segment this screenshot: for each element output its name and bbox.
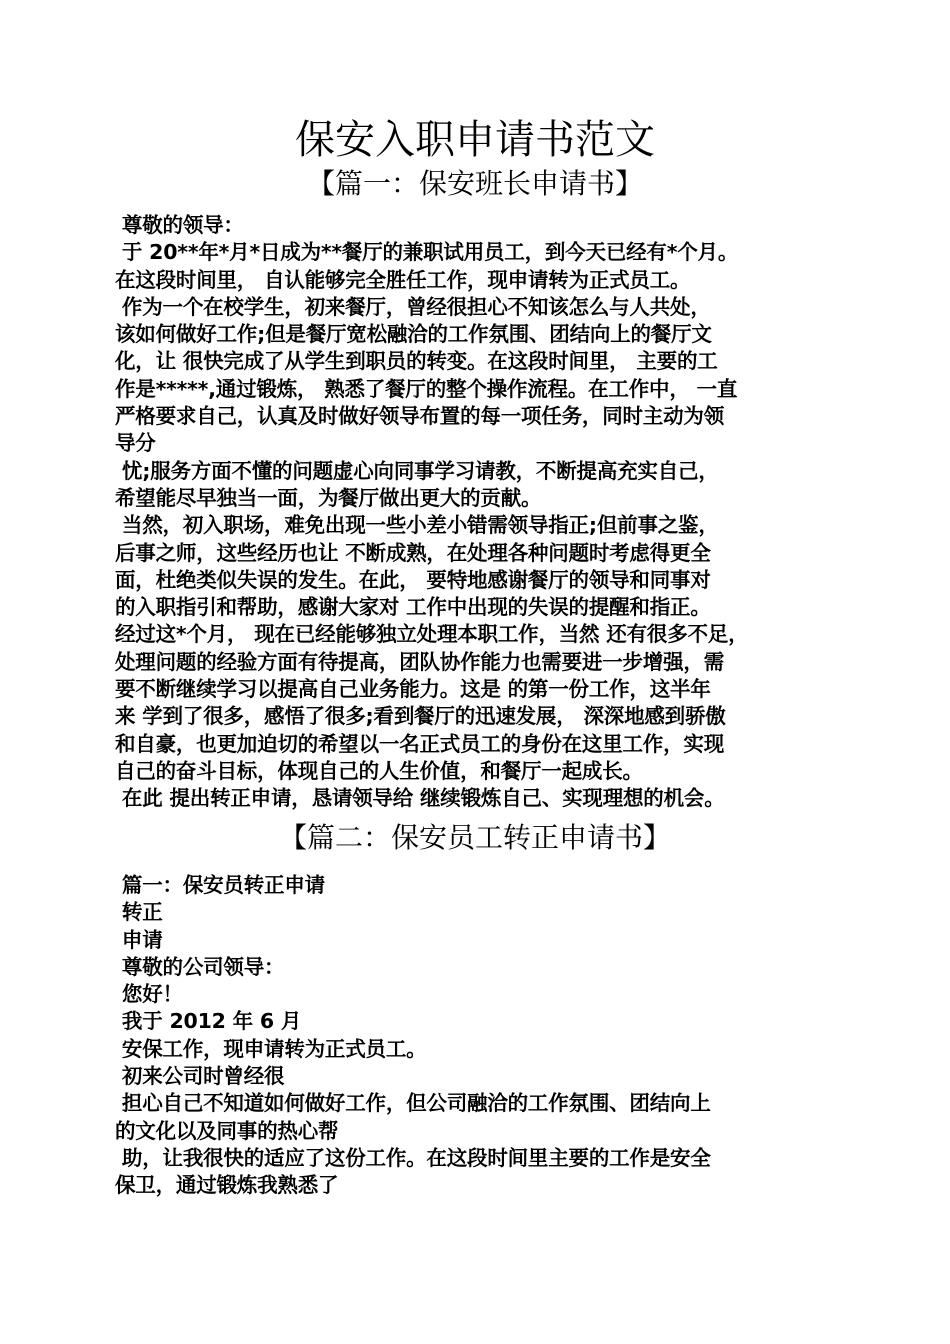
text-line: 在这段时间里， 自认能够完全胜任工作，现申请转为正式员工。: [115, 267, 691, 292]
text-line: 尊敬的领导：: [115, 213, 244, 237]
text-line: 导分: [115, 431, 156, 456]
text-line: 作为一个在校学生，初来餐厅，曾经很担心不知该怎么与人共处，: [115, 294, 711, 319]
section-1-body: [115, 212, 845, 813]
text-line: 申请: [115, 927, 163, 952]
text-line: 忧;服务方面不懂的问题虚心向同事学习请教，不断提高充实自己，: [115, 458, 719, 483]
text-line: 当然，初入职场，难免出现一些小差小错需领导指正;但前事之鉴，: [115, 513, 719, 538]
text-line: 化，让 很快完成了从学生到职员的转变。在这段时间里， 主要的工: [115, 349, 718, 374]
text-line: 来 学到了很多，感悟了很多;看到餐厅的迅速发展， 深深地感到骄傲: [115, 704, 726, 729]
text-line: 作是*****,通过锻炼， 熟悉了餐厅的整个操作流程。在工作中， 一直: [115, 376, 738, 401]
text-line: 要不断继续学习以提高自己业务能力。这是 的第一份工作，这半年: [115, 677, 711, 702]
text-line: 自己的奋斗目标，体现自己的人生价值，和餐厅一起成长。: [115, 758, 643, 783]
section-2-heading: 【篇二：保安员工转正申请书】: [278, 821, 671, 854]
text-line: 初来公司时曾经很: [115, 1064, 285, 1089]
text-line: 转正: [115, 900, 163, 925]
text-line: 面，杜绝类似失误的发生。在此， 要特地感谢餐厅的领导和同事对: [115, 567, 711, 592]
text-line: 安保工作，现申请转为正式员工。: [115, 1036, 427, 1061]
text-line: 严格要求自己，认真及时做好领导布置的每一项任务，同时主动为领: [115, 404, 724, 429]
text-line: 您好！: [115, 982, 183, 1007]
text-line: 我于 2012 年 6 月: [115, 1009, 302, 1034]
document-title: 保安入职申请书范文: [295, 117, 655, 163]
text-line: 于 20**年*月*日成为**餐厅的兼职试用员工，到今天已经有*个月。: [115, 240, 739, 265]
text-line: 经过这*个月， 现在已经能够独立处理本职工作，当然 还有很多不足，: [115, 622, 749, 647]
text-line: 处理问题的经验方面有待提高，团队协作能力也需要进一步增强，需: [115, 649, 724, 674]
section-1-heading: 【篇一：保安班长申请书】: [306, 167, 643, 200]
text-line: 该如何做好工作;但是餐厅宽松融洽的工作氛围、团结向上的餐厅文: [115, 322, 712, 347]
section-2-body: [115, 872, 845, 1200]
text-line: 和自豪，也更加迫切的希望以一名正式员工的身份在这里工作，实现: [115, 731, 724, 756]
text-line: 后事之师，这些经历也让 不断成熟，在处理各种问题时考虑得更全: [115, 540, 711, 565]
text-line: 希望能尽早独当一面，为餐厅做出更大的贡献。: [115, 485, 542, 510]
text-line: 保卫，通过锻炼我熟悉了: [115, 1173, 339, 1198]
text-line: 的入职指引和帮助，感谢大家对 工作中出现的失误的提醒和指正。: [115, 595, 711, 620]
text-line: 尊敬的公司领导：: [115, 954, 285, 979]
text-line: 担心自己不知道如何做好工作，但公司融洽的工作氛围、团结向上: [115, 1091, 711, 1116]
text-line: 在此 提出转正申请，恳请领导给 继续锻炼自己、实现理想的机会。: [115, 786, 725, 811]
text-line: 篇一：保安员转正申请: [115, 873, 325, 897]
text-line: 助，让我很快的适应了这份工作。在这段时间里主要的工作是安全: [115, 1145, 711, 1170]
text-line: 的文化以及同事的热心帮: [115, 1118, 339, 1143]
